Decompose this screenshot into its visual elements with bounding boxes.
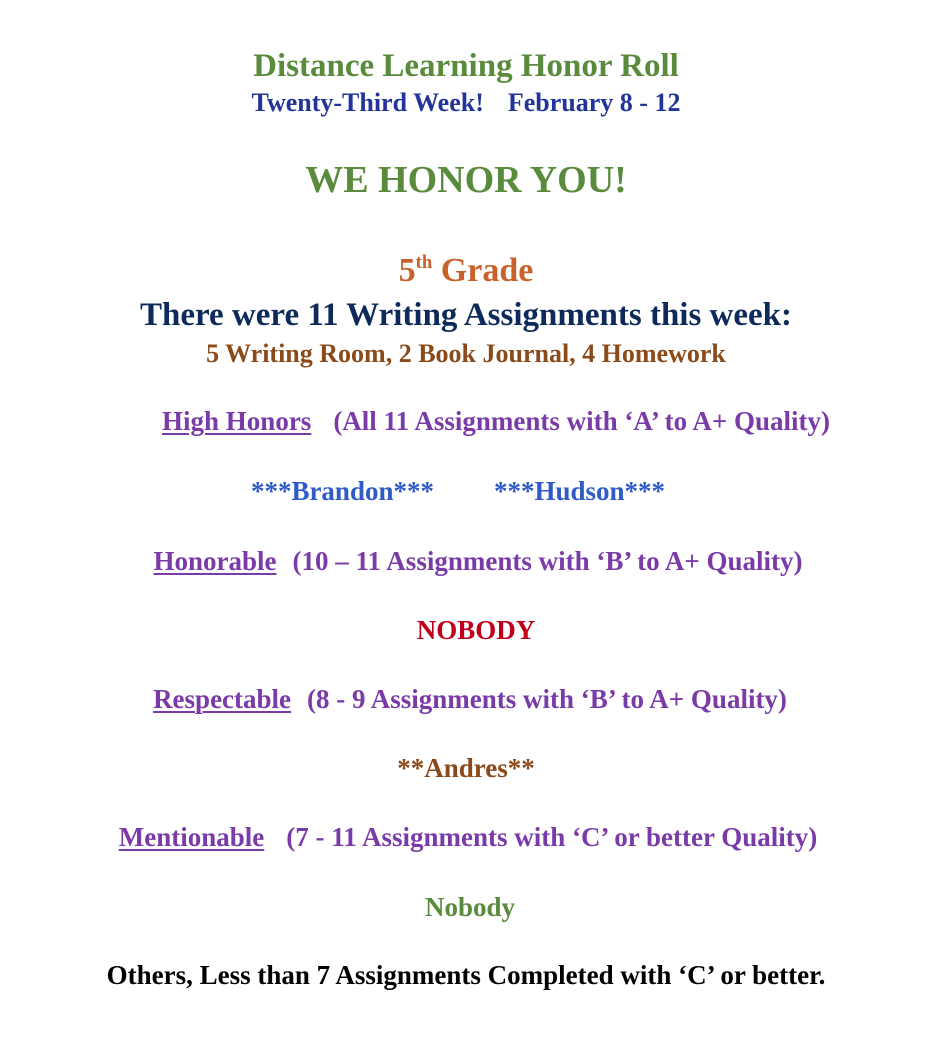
honorable-label: Honorable <box>153 546 277 576</box>
mentionable-label: Mentionable <box>118 822 265 852</box>
grade-heading <box>0 251 942 289</box>
grade-suffix: th <box>415 251 433 273</box>
honorable-criteria: (10 – 11 Assignments with ‘B’ to A+ Quality) <box>292 546 803 576</box>
mentionable-line <box>0 824 944 851</box>
page-title: Distance Learning Honor Roll <box>253 48 679 84</box>
student-name: ***Brandon*** <box>250 476 434 506</box>
high-honors-line <box>20 408 952 435</box>
high-honors-criteria: (All 11 Assignments with ‘A’ to A+ Quality) <box>333 406 830 436</box>
assignments-total: There were 11 Writing Assignments this week: <box>139 297 793 333</box>
respectable-students: **Andres** <box>397 753 535 783</box>
week-dates: February 8 - 12 <box>507 88 681 117</box>
grade-label: Grade <box>440 252 534 289</box>
grade-number: 5 <box>398 252 416 289</box>
respectable-line <box>0 686 946 713</box>
honorable-line <box>2 548 952 575</box>
week-label: Twenty-Third Week! <box>251 88 484 117</box>
mentionable-criteria: (7 - 11 Assignments with ‘C’ or better Quality) <box>286 822 818 852</box>
respectable-criteria: (8 - 9 Assignments with ‘B’ to A+ Quality) <box>307 684 787 714</box>
high-honors-label: High Honors <box>162 406 312 436</box>
student-name: ***Hudson*** <box>493 476 666 506</box>
assignments-breakdown: 5 Writing Room, 2 Book Journal, 4 Homework <box>206 339 726 368</box>
respectable-label: Respectable <box>153 684 292 714</box>
others-line: Others, Less than 7 Assignments Completed with ‘C’ or better. <box>106 960 826 990</box>
tagline: WE HONOR YOU! <box>305 159 627 201</box>
high-honors-students <box>0 478 934 505</box>
mentionable-students: Nobody <box>424 892 516 922</box>
honorable-students: NOBODY <box>416 615 536 645</box>
week-line <box>0 90 942 116</box>
